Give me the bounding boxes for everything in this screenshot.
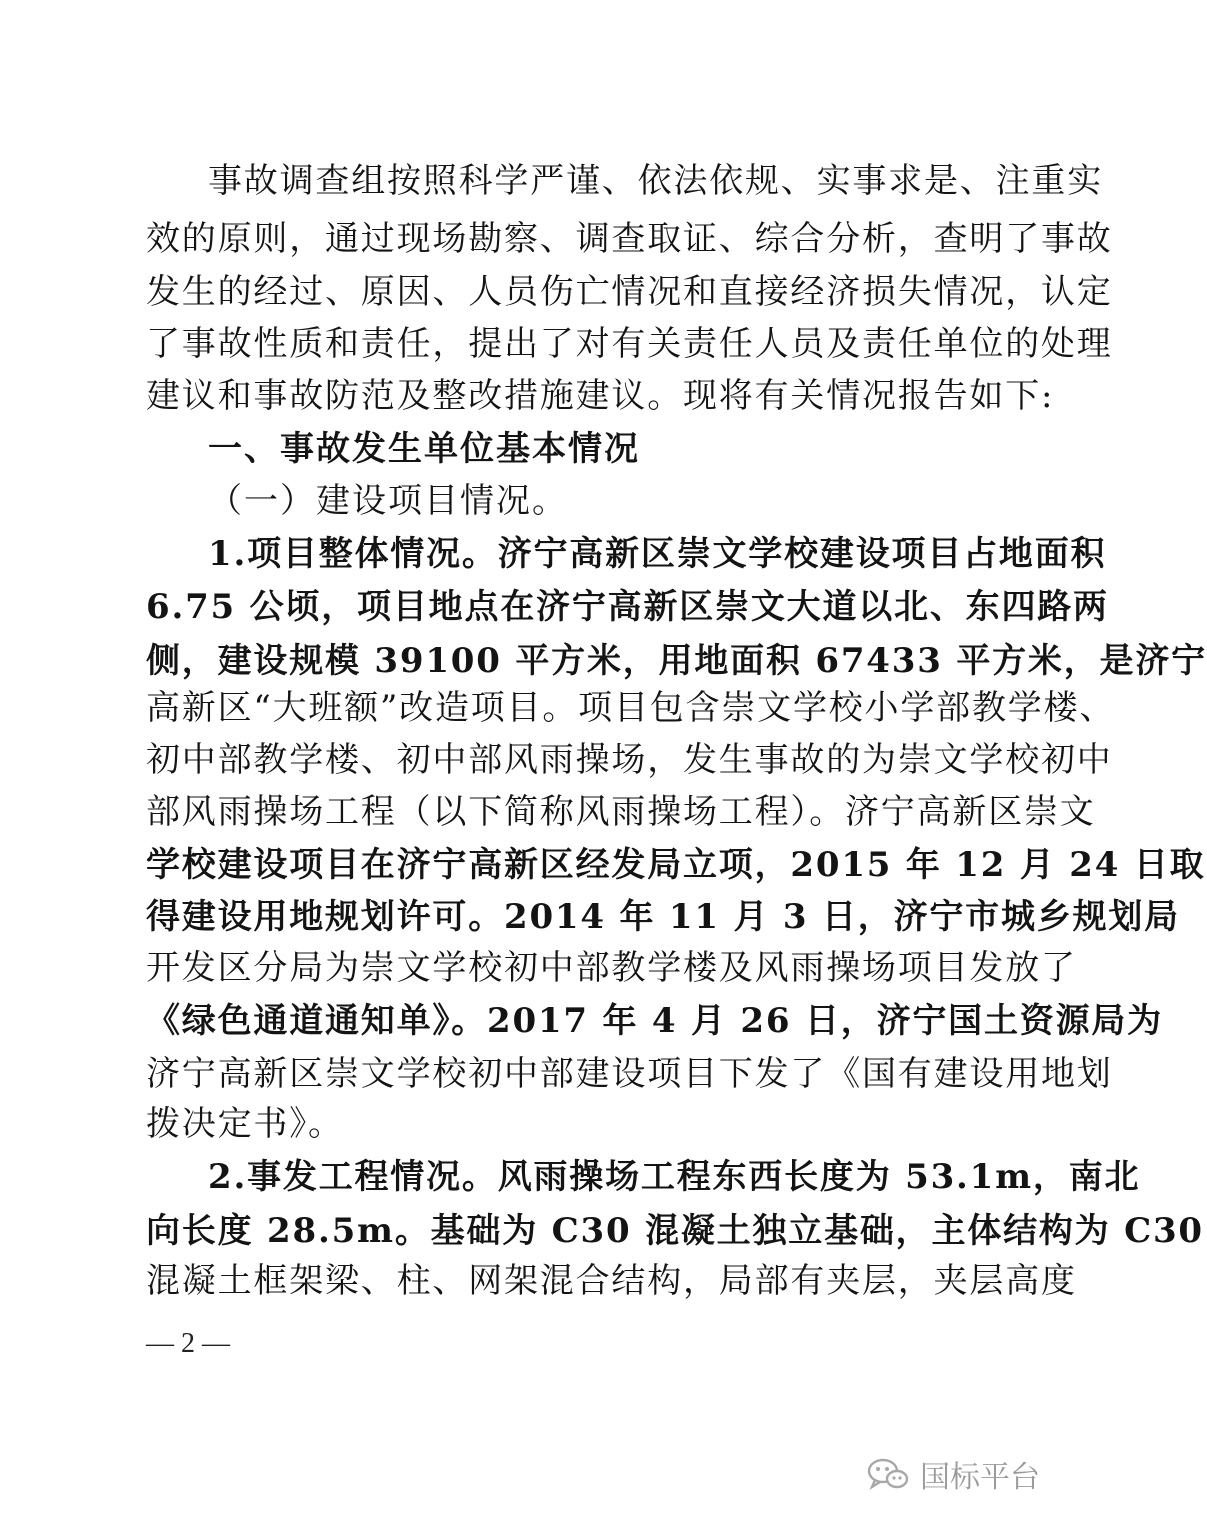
paragraph-line: 侧，建设规模 39100 平方米，用地面积 67433 平方米，是济宁 [146,641,1207,681]
wechat-icon [866,1456,910,1492]
watermark [866,1452,1040,1496]
paragraph-line: 建议和事故防范及整改措施建议。现将有关情况报告如下: [146,376,1055,416]
paragraph-line: 高新区“大班额”改造项目。项目包含崇文学校小学部教学楼、 [146,688,1116,728]
paragraph-line: 6.75 公顷，项目地点在济宁高新区崇文大道以北、东四路两 [146,587,1109,627]
watermark-text: 国标平台 [920,1460,1040,1495]
paragraph-line: 向长度 28.5m。基础为 C30 混凝土独立基础，主体结构为 C30 [146,1211,1204,1251]
paragraph-line: 效的原则，通过现场勘察、调查取证、综合分析，查明了事故 [146,219,1113,259]
paragraph-line: 拨决定书》。 [146,1104,344,1144]
paragraph-line: 得建设用地规划许可。2014 年 11 月 3 日，济宁市城乡规划局 [146,897,1180,937]
paragraph-line: 济宁高新区崇文学校初中部建设项目下发了《国有建设用地划 [146,1054,1113,1094]
paragraph-line: 混凝土框架梁、柱、网架混合结构，局部有夹层，夹层高度 [146,1261,1077,1301]
paragraph-line: 2.事发工程情况。风雨操场工程东西长度为 53.1m，南北 [208,1157,1141,1197]
subsection-heading: （一）建设项目情况。 [208,481,568,521]
paragraph-line: 1.项目整体情况。济宁高新区崇文学校建设项目占地面积 [208,534,1107,574]
page-number: — 2 — [146,1328,230,1359]
paragraph-line: 初中部教学楼、初中部风雨操场，发生事故的为崇文学校初中 [146,740,1113,780]
paragraph-line: 了事故性质和责任，提出了对有关责任人员及责任单位的处理 [146,324,1113,364]
section-heading: 一、事故发生单位基本情况 [208,429,640,469]
paragraph-line: 《绿色通道通知单》。2017 年 4 月 26 日，济宁国土资源局为 [146,1001,1163,1041]
paragraph-line: 事故调查组按照科学严谨、依法依规、实事求是、注重实 [208,161,1103,201]
paragraph-line: 发生的经过、原因、人员伤亡情况和直接经济损失情况，认定 [146,272,1113,312]
paragraph-line: 部风雨操场工程（以下简称风雨操场工程）。济宁高新区崇文 [146,792,1096,832]
paragraph-line: 开发区分局为崇文学校初中部教学楼及风雨操场项目发放了 [146,948,1077,988]
paragraph-line: 学校建设项目在济宁高新区经发局立项，2015 年 12 月 24 日取 [146,845,1206,885]
